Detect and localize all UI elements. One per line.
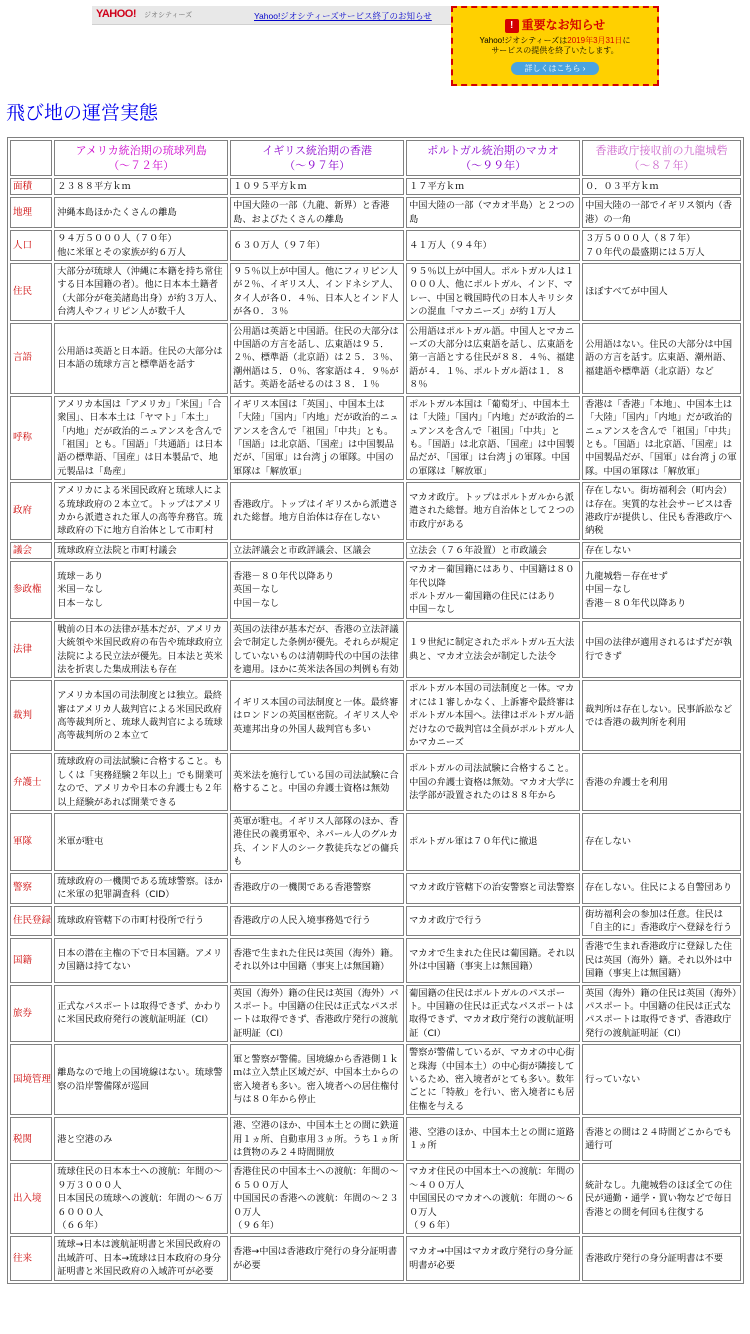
table-cell: 香港の弁護士を利用 xyxy=(582,753,741,811)
table-cell: ポルトガル本国は「葡萄牙」、中国本土は「大陸」「国内」「内地」だが政治的ニュアンスを含んで「祖国」「中共」とも。「国語」は北京語、「国産」は中国製品だが、「国軍」は台湾ｊの軍隊。中国の軍隊は「解放軍」 xyxy=(406,396,580,480)
table-cell: ２３８８平方ｋｍ xyxy=(54,178,228,195)
table-cell: マカオ→中国はマカオ政庁発行の身分証明書が必要 xyxy=(406,1236,580,1280)
table-cell: 戦前の日本の法律が基本だが、アメリカ大統領や米国民政府の布告や琉球政府立法院による民立法が優先。日本法と英米法を折衷した集成刑法も存在 xyxy=(54,621,228,679)
table-cell: ポルトガル軍は７０年代に撤退 xyxy=(406,813,580,871)
notice-title-text: 重要なお知らせ xyxy=(521,18,606,32)
table-row xyxy=(10,263,741,321)
table-cell: 香港政庁の一機関である香港警察 xyxy=(230,873,404,904)
column-header-macau xyxy=(406,140,580,176)
table-cell: １０９５平方ｋｍ xyxy=(230,178,404,195)
column-name: ポルトガル統治期のマカオ xyxy=(427,144,559,157)
table-cell: 香港で生まれた住民は英国（海外）籍。それ以外は中国籍（事実上は無国籍） xyxy=(230,938,404,982)
table-cell: マカオで生まれた住民は葡国籍。それ以外は中国籍（事実上は無国籍） xyxy=(406,938,580,982)
column-header-ryukyu xyxy=(54,140,228,176)
table-cell: 香港は「香港」「本地」、中国本土は「大陸」「国内」「内地」だが政治的ニュアンスを含んで「祖国」「中共」とも。「国語」は北京語、「国産」は中国製品だが、「国軍」は台湾ｊの軍隊。中国の軍隊は「解放軍」 xyxy=(582,396,741,480)
table-row xyxy=(10,178,741,195)
table-cell: 立法評議会と市政評議会、区議会 xyxy=(230,542,404,559)
column-name: 香港政庁接収前の九龍城砦 xyxy=(595,144,728,157)
column-period: （～９９年） xyxy=(460,159,527,172)
table-cell: 沖縄本島ほかたくさんの離島 xyxy=(54,197,228,228)
table-cell: ほぼすべてが中国人 xyxy=(582,263,741,321)
header-row xyxy=(10,140,741,176)
table-row xyxy=(10,873,741,904)
table-cell: マカオ政庁で行う xyxy=(406,906,580,937)
column-header-kowloon xyxy=(582,140,741,176)
table-cell: アメリカ本国は「アメリカ」「米国」「合衆国」、日本本土は「ヤマト」「本土」「内地」だが政治的ニュアンスを含んで「祖国」とも。「国語」「共通語」は日本語の標準語、「国産」は日本製品で、地元製品は「島産」 xyxy=(54,396,228,480)
row-label: 政府 xyxy=(10,482,52,540)
table-cell: 米軍が駐屯 xyxy=(54,813,228,871)
table-cell: ９４万５０００人（７０年） 他に米軍とその家族が約６万人 xyxy=(54,230,228,261)
row-label: 国境管理 xyxy=(10,1044,52,1115)
table-cell: 離島なので地上の国境線はない。琉球警察の沿岸警備隊が巡回 xyxy=(54,1044,228,1115)
table-cell: 英国（海外）籍の住民は英国（海外）パスポート。中国籍の住民は正式なパスポートは取得できず、香港政庁発行の渡航証明証（CI） xyxy=(582,985,741,1043)
row-label: 面積 xyxy=(10,178,52,195)
row-label: 税関 xyxy=(10,1117,52,1161)
table-cell: ポルトガル本国の司法制度と一体。マカオには１審しかなく、上訴審や最終審はポルトガル本国へ。法律はポルトガル語だけなので裁判官は全員がポルトガル人かマカニーズ xyxy=(406,680,580,751)
table-cell: 中国大陸の一部（マカオ半島）と２つの島 xyxy=(406,197,580,228)
table-row xyxy=(10,938,741,982)
table-row xyxy=(10,323,741,394)
table-cell: ４１万人（９４年） xyxy=(406,230,580,261)
table-cell: 立法会（７６年設置）と市政議会 xyxy=(406,542,580,559)
table-cell: 日本の潜在主権の下で日本国籍。アメリカ国籍は持てない xyxy=(54,938,228,982)
notice-text-b: に xyxy=(622,36,631,45)
table-cell: マカオ住民の中国本土への渡航：年間の～４００万人 中国国民のマカオへの渡航：年間の～６０万人 （９６年） xyxy=(406,1163,580,1234)
table-cell: 軍と警察が警備。国境線から香港側１ｋｍは立入禁止区域だが、中国本土からの密入境者も多い。密入境者への居住権付与は８０年から停止 xyxy=(230,1044,404,1115)
table-cell: アメリカ本国の司法制度とは独立。最終審はアメリカ人裁判官による米国民政府高等裁判所と、琉球人裁判官による琉球高等裁判所の２本立て xyxy=(54,680,228,751)
notice-text-line2: サービスの提供を終了いたします。 xyxy=(491,46,619,55)
column-name: イギリス統治期の香港 xyxy=(262,144,373,157)
table-cell: 香港→中国は香港政庁発行の身分証明書が必要 xyxy=(230,1236,404,1280)
row-label: 住民 xyxy=(10,263,52,321)
table-cell: 琉球政府の司法試験に合格すること。もしくは「実務経験２年以上」でも開業可なので、アメリカや日本の弁護士も２年以上経験があれば開業できる xyxy=(54,753,228,811)
row-label: 住民登録 xyxy=(10,906,52,937)
table-cell: ９５％以上が中国人。他にフィリピン人が２％、イギリス人、インドネシア人、タイ人が各０．４％、日本人とインド人が各０．３％ xyxy=(230,263,404,321)
table-cell: 琉球政府の一機関である琉球警察。ほかに米軍の犯罪調査科（CID） xyxy=(54,873,228,904)
table-cell: イギリス本国の司法制度と一体。最終審はロンドンの英国枢密院。イギリス人や英連邦出身の外国人裁判官も多い xyxy=(230,680,404,751)
yahoo-logo[interactable]: YAHOO! xyxy=(96,8,136,20)
table-cell: 存在しない。住民による自警団あり xyxy=(582,873,741,904)
notice-title xyxy=(459,16,651,33)
table-row xyxy=(10,197,741,228)
table-body xyxy=(10,178,741,1281)
table-row xyxy=(10,1117,741,1161)
table-cell: 存在しない。街坊福利会（町内会）は存在。実質的な社会サービスは香港政庁が提供し、住民も香港政庁へ納税 xyxy=(582,482,741,540)
table-cell: 統計なし。九龍城砦のほぼ全ての住民が通勤・通学・買い物などで毎日香港との間を何回も往復する xyxy=(582,1163,741,1234)
warning-icon: ! xyxy=(505,19,519,33)
notice-date: 2019年3月31日 xyxy=(567,36,623,45)
table-row xyxy=(10,621,741,679)
table-cell: 中国の法律が適用されるはずだが執行できず xyxy=(582,621,741,679)
row-label: 警察 xyxy=(10,873,52,904)
table-row xyxy=(10,230,741,261)
table-cell: 英国の法律が基本だが、香港の立法評議会で制定した条例が優先。それらが規定していないものは清朝時代の中国の法律を適用。ほかに英米法各国の判例も有効 xyxy=(230,621,404,679)
row-label: 弁護士 xyxy=(10,753,52,811)
table-cell: 存在しない xyxy=(582,813,741,871)
table-cell: 九龍城砦－存在せず 中国－なし 香港－８０年代以降あり xyxy=(582,561,741,619)
table-cell: ポルトガルの司法試験に合格すること。中国の弁護士資格は無効。マカオ大学に法学部が設置されたのは８８年から xyxy=(406,753,580,811)
table-row xyxy=(10,985,741,1043)
table-cell: ９５％以上が中国人。ポルトガル人は１０００人、他にポルトガル、インド、マレー、中国と戦国時代の日本人キリシタンの混血「マカニーズ」が約１万人 xyxy=(406,263,580,321)
table-cell: 公用語はない。住民の大部分は中国語の方言を話す。広東語、潮州語、福建語や標準語（北京語）など xyxy=(582,323,741,394)
table-cell: 存在しない xyxy=(582,542,741,559)
table-cell: 香港政庁発行の身分証明書は不要 xyxy=(582,1236,741,1280)
table-cell: 公用語はポルトガル語。中国人とマカニーズの大部分は広東語を話し、広東語を第一言語とする住民が８８．４％、福建語が４．１％、ポルトガル語は１．８８％ xyxy=(406,323,580,394)
row-label: 参政権 xyxy=(10,561,52,619)
column-period: （～９７年） xyxy=(284,159,351,172)
table-cell: 香港との間は２４時間どこからでも通行可 xyxy=(582,1117,741,1161)
row-label: 人口 xyxy=(10,230,52,261)
table-cell: 琉球－あり 米国－なし 日本－なし xyxy=(54,561,228,619)
notice-text-a: Yahoo!ジオシティーズは xyxy=(479,36,568,45)
table-cell: ６３０万人（９７年） xyxy=(230,230,404,261)
table-cell: 裁判所は存在しない。民事訴訟などでは香港の裁判所を利用 xyxy=(582,680,741,751)
table-row xyxy=(10,561,741,619)
notice-text xyxy=(459,36,651,56)
table-row xyxy=(10,542,741,559)
table-cell: 港と空港のみ xyxy=(54,1117,228,1161)
table-cell: 香港政庁の人民入境事務処で行う xyxy=(230,906,404,937)
table-cell: 英軍が駐屯。イギリス人部隊のほか、香港住民の義勇軍や、ネパール人のグルカ兵、インド人のシーク教徒兵などの傭兵も xyxy=(230,813,404,871)
geocities-label: ジオシティーズ xyxy=(144,12,193,19)
table-cell: 英米法を施行している国の司法試験に合格すること。中国の弁護士資格は無効 xyxy=(230,753,404,811)
column-period: （～７２年） xyxy=(108,159,175,172)
table-cell: 正式なパスポートは取得できず、かわりに米国民政府発行の渡航証明証（CI） xyxy=(54,985,228,1043)
table-cell: ３万５０００人（８７年） ７０年代の最盛期には５万人 xyxy=(582,230,741,261)
geocities-banner xyxy=(92,6,659,86)
row-label: 旅券 xyxy=(10,985,52,1043)
table-row xyxy=(10,1163,741,1234)
table-cell: 中国大陸の一部でイギリス領内（香港）の一角 xyxy=(582,197,741,228)
table-cell: 港、空港のほか、中国本土との間に道路１ヵ所 xyxy=(406,1117,580,1161)
table-cell: 港、空港のほか、中国本土との間に鉄道用１ヵ所、自動車用３ヵ所。うち１ヵ所は貨物のみ２４時間開放 xyxy=(230,1117,404,1161)
table-cell: 香港政庁。トップはイギリスから派遣された総督。地方自治体は存在しない xyxy=(230,482,404,540)
table-cell: 英国（海外）籍の住民は英国（海外）パスポート。中国籍の住民は正式なパスポートは取得できず、香港政庁発行の渡航証明証（CI） xyxy=(230,985,404,1043)
table-cell: 琉球政府立法院と市町村議会 xyxy=(54,542,228,559)
table-cell: １７平方ｋｍ xyxy=(406,178,580,195)
table-cell: マカオ政庁管轄下の治安警察と司法警察 xyxy=(406,873,580,904)
table-row xyxy=(10,482,741,540)
table-cell: 琉球政府管轄下の市町村役所で行う xyxy=(54,906,228,937)
table-row xyxy=(10,680,741,751)
table-row xyxy=(10,813,741,871)
table-cell: 行っていない xyxy=(582,1044,741,1115)
table-cell: 大部分が琉球人（沖縄に本籍を持ち常住する日本国籍の者）。他に日本本土籍者（大部分が奄美諸島出身）が約３万人、台湾人やフィリピン人が数千人 xyxy=(54,263,228,321)
table-cell: 琉球住民の日本本土への渡航：年間の～９万３０００人 日本国民の琉球への渡航：年間の～６万６０００人 （６６年） xyxy=(54,1163,228,1234)
table-cell: イギリス本国は「英国」、中国本土は「大陸」「国内」「内地」だが政治的ニュアンスを含んで「祖国」「中共」とも。「国語」は北京語、「国産」は中国製品だが、「国軍」は台湾ｊの軍隊。中国の軍隊は「解放軍」 xyxy=(230,396,404,480)
row-label: 国籍 xyxy=(10,938,52,982)
table-row xyxy=(10,906,741,937)
column-name: アメリカ統治期の琉球列島 xyxy=(75,144,207,157)
table-cell: 中国大陸の一部（九龍、新界）と香港島、およびたくさんの離島 xyxy=(230,197,404,228)
banner-bar xyxy=(92,6,451,25)
table-cell: マカオ－葡国籍にはあり、中国籍は８０年代以降 ポルトガル－葡国籍の住民にはあり 中国－なし xyxy=(406,561,580,619)
table-cell: 琉球→日本は渡航証明書と米国民政府の出域許可、日本→琉球は日本政府の身分証明書と米国民政府の入域許可が必要 xyxy=(54,1236,228,1280)
details-button[interactable]: 詳しくはこちら › xyxy=(511,62,600,75)
table-row xyxy=(10,753,741,811)
table-cell: 公用語は英語と中国語。住民の大部分は中国語の方言を話し、広東語は９５．２％、標準語（北京語）は２５．３％、潮州語は５．０％、客家語は４．９％が話す。英語を話せるのは３８．１％ xyxy=(230,323,404,394)
table-cell: 香港で生まれ香港政庁に登録した住民は英国（海外）籍。それ以外は中国籍（事実上は無国籍） xyxy=(582,938,741,982)
column-header-hongkong xyxy=(230,140,404,176)
table-cell: ０．０３平方ｋｍ xyxy=(582,178,741,195)
table-cell: 公用語は英語と日本語。住民の大部分は日本語の琉球方言と標準語を話す xyxy=(54,323,228,394)
table-cell: 葡国籍の住民はポルトガルのパスポート。中国籍の住民は正式なパスポートは取得できず、マカオ政庁発行の渡航証明証（CI） xyxy=(406,985,580,1043)
table-cell: 警察が警備しているが、マカオの中心街と珠海（中国本土）の中心街が隣接しているため、密入境者がとても多い。数年ごとに「特赦」を行い、密入境者にも居住権を与える xyxy=(406,1044,580,1115)
important-notice-box xyxy=(451,6,659,86)
column-period: （～８７年） xyxy=(628,159,695,172)
table-row xyxy=(10,396,741,480)
table-cell: 香港住民の中国本土への渡航：年間の～６５００万人 中国国民の香港への渡航：年間の～２３０万人 （９６年） xyxy=(230,1163,404,1234)
row-label: 裁判 xyxy=(10,680,52,751)
table-cell: アメリカによる米国民政府と琉球人による琉球政府の２本立て。トップはアメリカから派遣された軍人の高等弁務官。琉球政府の下に地方自治体として市町村 xyxy=(54,482,228,540)
table-row xyxy=(10,1236,741,1280)
table-cell: マカオ政庁。トップはポルトガルから派遣された総督。地方自治体として２つの市政庁がある xyxy=(406,482,580,540)
row-label: 議会 xyxy=(10,542,52,559)
row-label: 往来 xyxy=(10,1236,52,1280)
row-label: 軍隊 xyxy=(10,813,52,871)
row-label: 法律 xyxy=(10,621,52,679)
row-label: 言語 xyxy=(10,323,52,394)
table-cell: １９世紀に制定されたポルトガル五大法典と、マカオ立法会が制定した法令 xyxy=(406,621,580,679)
row-label: 呼称 xyxy=(10,396,52,480)
comparison-table xyxy=(7,137,744,1284)
page-title: 飛び地の運営実態 xyxy=(6,102,159,124)
row-label: 地理 xyxy=(10,197,52,228)
table-cell: 街坊福利会の参加は任意。住民は「自主的に」香港政庁へ登録を行う xyxy=(582,906,741,937)
table-cell: 香港－８０年代以降あり 英国－なし 中国－なし xyxy=(230,561,404,619)
row-label: 出入境 xyxy=(10,1163,52,1234)
corner-cell xyxy=(10,140,52,176)
table-row xyxy=(10,1044,741,1115)
service-end-notice-link[interactable]: Yahoo!ジオシティーズサービス終了のお知らせ xyxy=(254,11,432,21)
